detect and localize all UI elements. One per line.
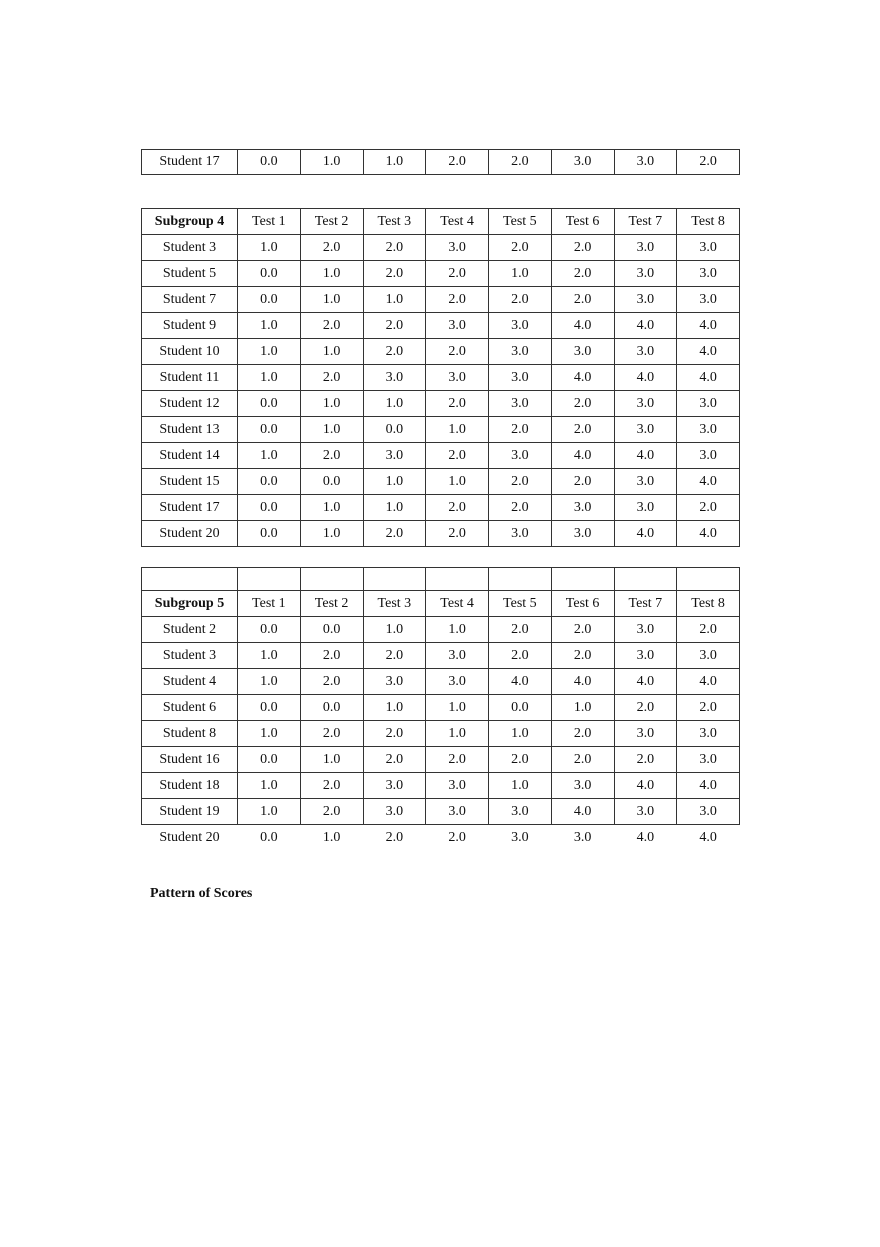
score-cell: 3.0 bbox=[614, 150, 677, 175]
score-cell: 2.0 bbox=[363, 313, 426, 339]
test-column-header: Test 2 bbox=[300, 209, 363, 235]
score-cell: 3.0 bbox=[489, 443, 552, 469]
score-cell: 3.0 bbox=[489, 365, 552, 391]
student-name-cell: Student 3 bbox=[142, 643, 238, 669]
score-cell: 3.0 bbox=[677, 747, 740, 773]
score-cell: 3.0 bbox=[426, 365, 489, 391]
student-name-cell: Student 10 bbox=[142, 339, 238, 365]
test-column-header: Test 5 bbox=[489, 591, 552, 617]
score-cell: 1.0 bbox=[238, 799, 301, 825]
score-cell: 4.0 bbox=[614, 313, 677, 339]
score-cell: 3.0 bbox=[426, 313, 489, 339]
score-cell: 0.0 bbox=[238, 469, 301, 495]
score-cell: 3.0 bbox=[677, 235, 740, 261]
score-cell: 2.0 bbox=[300, 313, 363, 339]
score-cell: 4.0 bbox=[551, 365, 614, 391]
score-cell: 1.0 bbox=[300, 747, 363, 773]
score-cell: 0.0 bbox=[238, 150, 301, 175]
section-heading: Pattern of Scores bbox=[150, 886, 253, 901]
score-cell: 2.0 bbox=[300, 643, 363, 669]
score-cell: 2.0 bbox=[426, 150, 489, 175]
score-cell: 1.0 bbox=[238, 443, 301, 469]
score-cell: 1.0 bbox=[238, 773, 301, 799]
test-column-header: Test 3 bbox=[363, 209, 426, 235]
score-cell: 2.0 bbox=[677, 150, 740, 175]
test-column-header: Test 6 bbox=[551, 209, 614, 235]
score-cell: 2.0 bbox=[300, 443, 363, 469]
score-cell: 1.0 bbox=[363, 391, 426, 417]
student-name-cell: Student 3 bbox=[142, 235, 238, 261]
spacer-row bbox=[142, 568, 740, 591]
test-column-header: Test 7 bbox=[614, 591, 677, 617]
score-cell: 4.0 bbox=[614, 669, 677, 695]
score-cell: 3.0 bbox=[363, 773, 426, 799]
score-cell: 2.0 bbox=[551, 261, 614, 287]
score-cell: 2.0 bbox=[489, 417, 552, 443]
score-cell: 1.0 bbox=[238, 313, 301, 339]
score-cell: 2.0 bbox=[551, 617, 614, 643]
score-cell: 1.0 bbox=[426, 417, 489, 443]
score-cell: 1.0 bbox=[238, 235, 301, 261]
student-name-cell: Student 7 bbox=[142, 287, 238, 313]
student-name-cell: Student 15 bbox=[142, 469, 238, 495]
empty-cell bbox=[363, 568, 426, 591]
empty-cell bbox=[614, 568, 677, 591]
test-column-header: Test 4 bbox=[426, 591, 489, 617]
score-cell: 2.0 bbox=[489, 469, 552, 495]
score-cell: 0.0 bbox=[300, 469, 363, 495]
score-cell: 1.0 bbox=[300, 261, 363, 287]
table-row bbox=[142, 443, 740, 469]
table-body bbox=[142, 209, 740, 547]
student-name-cell: Student 17 bbox=[142, 150, 238, 175]
student-name-cell: Student 18 bbox=[142, 773, 238, 799]
score-cell: 3.0 bbox=[363, 443, 426, 469]
subgroup-4-table bbox=[141, 208, 740, 547]
score-cell: 3.0 bbox=[551, 150, 614, 175]
table-row bbox=[142, 747, 740, 773]
score-cell: 3.0 bbox=[677, 287, 740, 313]
score-cell: 3.0 bbox=[426, 799, 489, 825]
empty-cell bbox=[489, 568, 552, 591]
score-cell: 0.0 bbox=[489, 695, 552, 721]
score-cell: 2.0 bbox=[363, 825, 426, 851]
header-row bbox=[142, 591, 740, 617]
table-row bbox=[142, 313, 740, 339]
score-cell: 3.0 bbox=[614, 643, 677, 669]
table-row bbox=[142, 669, 740, 695]
score-cell: 1.0 bbox=[426, 469, 489, 495]
score-cell: 2.0 bbox=[426, 443, 489, 469]
score-cell: 1.0 bbox=[300, 521, 363, 547]
test-column-header: Test 1 bbox=[238, 591, 301, 617]
score-cell: 4.0 bbox=[677, 313, 740, 339]
score-cell: 3.0 bbox=[426, 773, 489, 799]
table-row bbox=[142, 695, 740, 721]
score-cell: 1.0 bbox=[426, 695, 489, 721]
student-17-score-table bbox=[141, 149, 740, 175]
score-cell: 1.0 bbox=[426, 721, 489, 747]
score-cell: 2.0 bbox=[551, 287, 614, 313]
score-cell: 2.0 bbox=[426, 747, 489, 773]
score-cell: 3.0 bbox=[614, 261, 677, 287]
score-cell: 3.0 bbox=[489, 825, 552, 851]
score-cell: 4.0 bbox=[677, 339, 740, 365]
test-column-header: Test 1 bbox=[238, 209, 301, 235]
test-column-header: Test 7 bbox=[614, 209, 677, 235]
score-cell: 3.0 bbox=[489, 391, 552, 417]
score-cell: 3.0 bbox=[614, 495, 677, 521]
score-cell: 2.0 bbox=[363, 339, 426, 365]
score-cell: 3.0 bbox=[677, 721, 740, 747]
score-cell: 4.0 bbox=[677, 773, 740, 799]
student-name-cell: Student 17 bbox=[142, 495, 238, 521]
score-cell: 1.0 bbox=[238, 669, 301, 695]
student-name-cell: Student 4 bbox=[142, 669, 238, 695]
score-cell: 4.0 bbox=[614, 365, 677, 391]
score-cell: 3.0 bbox=[677, 391, 740, 417]
student-name-cell: Student 2 bbox=[142, 617, 238, 643]
score-cell: 2.0 bbox=[300, 669, 363, 695]
test-column-header: Test 8 bbox=[677, 209, 740, 235]
score-cell: 1.0 bbox=[363, 287, 426, 313]
score-cell: 3.0 bbox=[677, 799, 740, 825]
table-row bbox=[142, 150, 740, 175]
score-cell: 3.0 bbox=[489, 339, 552, 365]
score-cell: 1.0 bbox=[300, 287, 363, 313]
score-cell: 1.0 bbox=[238, 721, 301, 747]
score-cell: 3.0 bbox=[489, 521, 552, 547]
score-cell: 2.0 bbox=[426, 825, 489, 851]
student-name-cell: Student 8 bbox=[142, 721, 238, 747]
score-cell: 2.0 bbox=[300, 799, 363, 825]
score-cell: 0.0 bbox=[238, 495, 301, 521]
score-cell: 2.0 bbox=[489, 495, 552, 521]
student-name-cell: Student 5 bbox=[142, 261, 238, 287]
score-cell: 1.0 bbox=[489, 721, 552, 747]
score-cell: 2.0 bbox=[363, 643, 426, 669]
score-cell: 4.0 bbox=[677, 825, 740, 851]
empty-cell bbox=[238, 568, 301, 591]
student-name-cell: Student 13 bbox=[142, 417, 238, 443]
empty-cell bbox=[426, 568, 489, 591]
score-cell: 3.0 bbox=[551, 773, 614, 799]
student-name-cell: Student 19 bbox=[142, 799, 238, 825]
score-cell: 2.0 bbox=[363, 235, 426, 261]
score-cell: 3.0 bbox=[614, 235, 677, 261]
score-cell: 1.0 bbox=[238, 365, 301, 391]
score-cell: 4.0 bbox=[614, 773, 677, 799]
score-cell: 3.0 bbox=[677, 443, 740, 469]
score-cell: 0.0 bbox=[238, 695, 301, 721]
score-cell: 3.0 bbox=[614, 469, 677, 495]
score-cell: 3.0 bbox=[489, 799, 552, 825]
score-cell: 2.0 bbox=[551, 721, 614, 747]
test-column-header: Test 8 bbox=[677, 591, 740, 617]
student-name-cell: Student 20 bbox=[142, 825, 238, 851]
score-cell: 1.0 bbox=[363, 150, 426, 175]
score-cell: 2.0 bbox=[551, 391, 614, 417]
table-row bbox=[142, 773, 740, 799]
table-row bbox=[142, 617, 740, 643]
score-cell: 2.0 bbox=[489, 287, 552, 313]
score-cell: 3.0 bbox=[426, 235, 489, 261]
score-cell: 4.0 bbox=[677, 365, 740, 391]
score-cell: 2.0 bbox=[489, 617, 552, 643]
table-row bbox=[142, 825, 740, 851]
table-row bbox=[142, 365, 740, 391]
score-cell: 2.0 bbox=[489, 235, 552, 261]
empty-cell bbox=[300, 568, 363, 591]
score-cell: 0.0 bbox=[238, 617, 301, 643]
empty-cell bbox=[142, 568, 238, 591]
score-cell: 2.0 bbox=[677, 617, 740, 643]
score-cell: 1.0 bbox=[551, 695, 614, 721]
score-cell: 4.0 bbox=[677, 469, 740, 495]
test-column-header: Test 5 bbox=[489, 209, 552, 235]
table-body bbox=[142, 568, 740, 851]
score-cell: 3.0 bbox=[614, 391, 677, 417]
table-row bbox=[142, 391, 740, 417]
score-cell: 2.0 bbox=[426, 339, 489, 365]
score-cell: 3.0 bbox=[551, 339, 614, 365]
score-cell: 2.0 bbox=[551, 469, 614, 495]
score-cell: 4.0 bbox=[677, 669, 740, 695]
score-cell: 1.0 bbox=[300, 391, 363, 417]
score-cell: 4.0 bbox=[614, 443, 677, 469]
score-cell: 4.0 bbox=[551, 313, 614, 339]
score-cell: 2.0 bbox=[426, 495, 489, 521]
subgroup-label: Subgroup 5 bbox=[142, 591, 238, 617]
score-cell: 1.0 bbox=[300, 495, 363, 521]
score-cell: 4.0 bbox=[489, 669, 552, 695]
score-cell: 2.0 bbox=[300, 721, 363, 747]
table-row bbox=[142, 417, 740, 443]
score-cell: 3.0 bbox=[426, 643, 489, 669]
score-cell: 2.0 bbox=[363, 261, 426, 287]
table-row bbox=[142, 721, 740, 747]
score-cell: 2.0 bbox=[489, 150, 552, 175]
score-cell: 3.0 bbox=[614, 287, 677, 313]
student-name-cell: Student 14 bbox=[142, 443, 238, 469]
subgroup-label: Subgroup 4 bbox=[142, 209, 238, 235]
score-cell: 1.0 bbox=[363, 617, 426, 643]
student-name-cell: Student 6 bbox=[142, 695, 238, 721]
score-cell: 4.0 bbox=[551, 799, 614, 825]
score-cell: 1.0 bbox=[300, 417, 363, 443]
score-cell: 1.0 bbox=[238, 339, 301, 365]
score-cell: 2.0 bbox=[551, 235, 614, 261]
score-cell: 1.0 bbox=[489, 773, 552, 799]
score-cell: 3.0 bbox=[489, 313, 552, 339]
score-cell: 0.0 bbox=[238, 825, 301, 851]
table-row bbox=[142, 799, 740, 825]
score-cell: 0.0 bbox=[238, 521, 301, 547]
score-cell: 2.0 bbox=[363, 747, 426, 773]
table-row bbox=[142, 287, 740, 313]
score-cell: 2.0 bbox=[363, 721, 426, 747]
score-cell: 2.0 bbox=[363, 521, 426, 547]
score-cell: 3.0 bbox=[551, 495, 614, 521]
score-cell: 2.0 bbox=[300, 773, 363, 799]
table-row bbox=[142, 521, 740, 547]
score-cell: 1.0 bbox=[363, 495, 426, 521]
student-name-cell: Student 20 bbox=[142, 521, 238, 547]
table-row bbox=[142, 235, 740, 261]
empty-cell bbox=[677, 568, 740, 591]
score-cell: 1.0 bbox=[489, 261, 552, 287]
score-cell: 1.0 bbox=[426, 617, 489, 643]
score-cell: 3.0 bbox=[363, 799, 426, 825]
score-cell: 3.0 bbox=[363, 669, 426, 695]
score-cell: 3.0 bbox=[614, 417, 677, 443]
student-name-cell: Student 11 bbox=[142, 365, 238, 391]
score-cell: 3.0 bbox=[677, 261, 740, 287]
score-cell: 3.0 bbox=[551, 521, 614, 547]
student-name-cell: Student 9 bbox=[142, 313, 238, 339]
score-cell: 0.0 bbox=[238, 417, 301, 443]
score-cell: 0.0 bbox=[300, 617, 363, 643]
score-cell: 3.0 bbox=[551, 825, 614, 851]
header-row bbox=[142, 209, 740, 235]
score-cell: 2.0 bbox=[300, 365, 363, 391]
test-column-header: Test 2 bbox=[300, 591, 363, 617]
score-cell: 4.0 bbox=[677, 521, 740, 547]
score-cell: 2.0 bbox=[426, 261, 489, 287]
score-cell: 2.0 bbox=[300, 235, 363, 261]
score-cell: 1.0 bbox=[363, 469, 426, 495]
score-cell: 4.0 bbox=[614, 825, 677, 851]
table-row bbox=[142, 261, 740, 287]
score-cell: 3.0 bbox=[614, 721, 677, 747]
score-cell: 2.0 bbox=[426, 521, 489, 547]
student-name-cell: Student 12 bbox=[142, 391, 238, 417]
table-body bbox=[142, 150, 740, 175]
score-cell: 0.0 bbox=[238, 391, 301, 417]
score-cell: 3.0 bbox=[614, 617, 677, 643]
score-cell: 2.0 bbox=[426, 391, 489, 417]
score-cell: 3.0 bbox=[614, 799, 677, 825]
score-cell: 2.0 bbox=[426, 287, 489, 313]
score-cell: 0.0 bbox=[238, 287, 301, 313]
table-row bbox=[142, 643, 740, 669]
score-cell: 1.0 bbox=[300, 339, 363, 365]
score-cell: 4.0 bbox=[551, 443, 614, 469]
score-cell: 0.0 bbox=[238, 261, 301, 287]
score-cell: 1.0 bbox=[300, 150, 363, 175]
table-row bbox=[142, 495, 740, 521]
score-cell: 3.0 bbox=[677, 417, 740, 443]
score-cell: 2.0 bbox=[614, 695, 677, 721]
subgroup-5-table bbox=[141, 567, 740, 850]
empty-cell bbox=[551, 568, 614, 591]
score-cell: 2.0 bbox=[551, 643, 614, 669]
score-cell: 3.0 bbox=[426, 669, 489, 695]
score-cell: 4.0 bbox=[551, 669, 614, 695]
table-row bbox=[142, 469, 740, 495]
score-cell: 2.0 bbox=[677, 495, 740, 521]
test-column-header: Test 3 bbox=[363, 591, 426, 617]
test-column-header: Test 4 bbox=[426, 209, 489, 235]
score-cell: 0.0 bbox=[300, 695, 363, 721]
table-row bbox=[142, 339, 740, 365]
score-cell: 2.0 bbox=[489, 747, 552, 773]
score-cell: 4.0 bbox=[614, 521, 677, 547]
test-column-header: Test 6 bbox=[551, 591, 614, 617]
score-cell: 2.0 bbox=[551, 747, 614, 773]
score-cell: 1.0 bbox=[363, 695, 426, 721]
score-cell: 2.0 bbox=[677, 695, 740, 721]
score-cell: 3.0 bbox=[363, 365, 426, 391]
score-cell: 1.0 bbox=[238, 643, 301, 669]
score-cell: 0.0 bbox=[363, 417, 426, 443]
score-cell: 3.0 bbox=[614, 339, 677, 365]
score-cell: 3.0 bbox=[677, 643, 740, 669]
score-cell: 1.0 bbox=[300, 825, 363, 851]
score-cell: 2.0 bbox=[614, 747, 677, 773]
score-cell: 2.0 bbox=[489, 643, 552, 669]
score-cell: 0.0 bbox=[238, 747, 301, 773]
student-name-cell: Student 16 bbox=[142, 747, 238, 773]
score-cell: 2.0 bbox=[551, 417, 614, 443]
